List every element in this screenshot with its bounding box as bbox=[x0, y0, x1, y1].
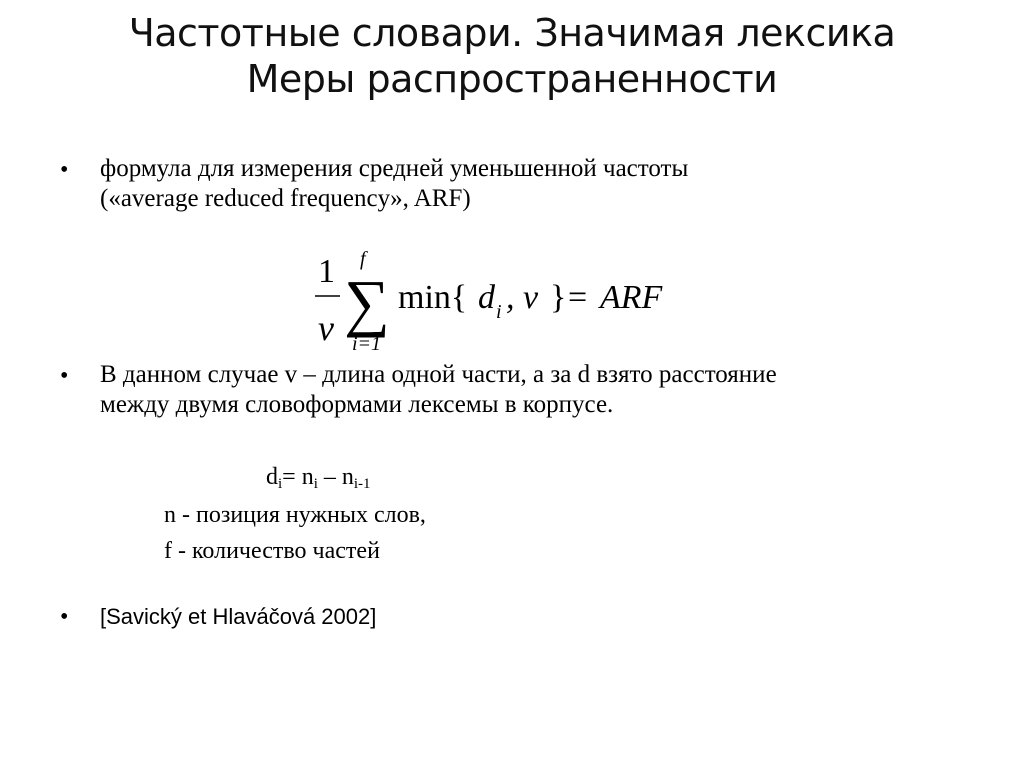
bullet-marker-2: • bbox=[60, 363, 69, 389]
bullet-1-line-1: формула для измерения средней уменьшенной частоты bbox=[100, 155, 689, 182]
bullet-text-1 bbox=[100, 154, 688, 214]
title-line-2: Меры распространенности bbox=[246, 57, 778, 101]
formula-min: min{ bbox=[398, 279, 468, 316]
eq-equals-n: = n bbox=[282, 464, 314, 490]
definition-n: n - позиция нужных слов, bbox=[164, 502, 426, 528]
slide-title bbox=[0, 10, 1024, 102]
arf-formula bbox=[310, 248, 710, 358]
bullet-2-line-2: между двумя словоформами лексемы в корпусе. bbox=[100, 391, 614, 418]
formula-d: d bbox=[478, 279, 495, 316]
arf-formula-svg bbox=[310, 248, 710, 358]
formula-d-subscript: i bbox=[496, 301, 502, 323]
formula-numerator: 1 bbox=[318, 253, 335, 290]
formula-result: ARF bbox=[600, 279, 663, 316]
citation: [Savický et Hlaváčová 2002] bbox=[100, 604, 377, 629]
eq-d: d bbox=[266, 464, 278, 490]
formula-equals: = bbox=[568, 279, 588, 316]
eq-minus-n: – n bbox=[317, 464, 354, 490]
formula-comma-v: , v bbox=[506, 279, 539, 316]
eq-n2-subscript: i-1 bbox=[353, 476, 371, 492]
bullet-1-line-2: («average reduced frequency», ARF) bbox=[100, 185, 471, 212]
eq-n-subscript: i bbox=[313, 476, 318, 492]
sum-symbol: ∑ bbox=[344, 267, 390, 338]
bullet-marker-1: • bbox=[60, 157, 69, 183]
title-line-1: Частотные словари. Значимая лексика bbox=[128, 11, 896, 55]
formula-close-brace: } bbox=[550, 279, 567, 316]
sum-upper-limit: f bbox=[360, 248, 366, 270]
bullet-text-2 bbox=[100, 360, 777, 420]
definition-f: f - количество частей bbox=[164, 538, 380, 564]
bullet-marker-3: • bbox=[60, 604, 69, 630]
distance-equation bbox=[266, 463, 371, 491]
bullet-2-line-1: В данном случае v – длина одной части, а за d взято расстояние bbox=[100, 361, 777, 388]
eq-d-subscript: i bbox=[278, 476, 283, 492]
sum-lower-limit: i=1 bbox=[352, 333, 382, 355]
formula-denominator: v bbox=[318, 308, 334, 348]
